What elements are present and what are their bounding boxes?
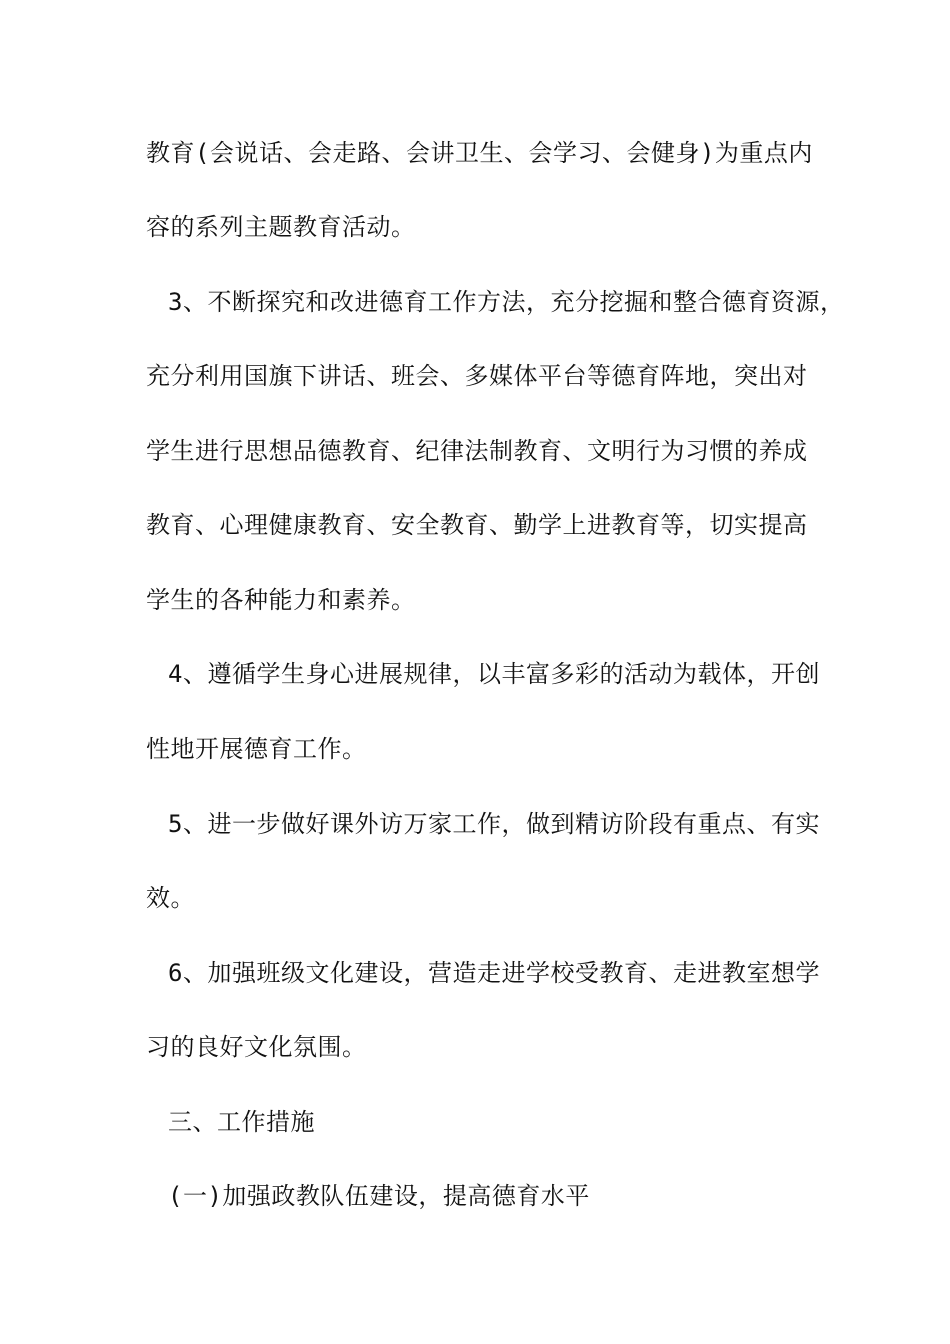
paragraph-line: 容的系列主题教育活动。 (146, 213, 416, 241)
subsection-heading: (一)加强政教队伍建设，提高德育水平 (168, 1182, 590, 1210)
paragraph-line: 学生进行思想品德教育、纪律法制教育、文明行为习惯的养成 (146, 437, 808, 465)
section-heading: 三、工作措施 (168, 1108, 315, 1136)
paragraph-line: 6、加强班级文化建设，营造走进学校受教育、走进教室想学 (168, 959, 820, 987)
paragraph-line: 4、遵循学生身心进展规律，以丰富多彩的活动为载体，开创 (168, 660, 820, 688)
paragraph-line: 习的良好文化氛围。 (146, 1033, 367, 1061)
paragraph-line: 效。 (146, 884, 195, 912)
paragraph-line: 学生的各种能力和素养。 (146, 586, 416, 614)
paragraph-line: 教育(会说话、会走路、会讲卫生、会学习、会健身)为重点内 (146, 139, 813, 167)
paragraph-line: 教育、心理健康教育、安全教育、勤学上进教育等，切实提高 (146, 511, 808, 539)
paragraph-line: 充分利用国旗下讲话、班会、多媒体平台等德育阵地，突出对 (146, 362, 808, 390)
paragraph-line: 5、进一步做好课外访万家工作，做到精访阶段有重点、有实 (168, 810, 820, 838)
paragraph-line: 性地开展德育工作。 (146, 735, 367, 763)
paragraph-line: 3、不断探究和改进德育工作方法，充分挖掘和整合德育资源， (168, 288, 845, 316)
